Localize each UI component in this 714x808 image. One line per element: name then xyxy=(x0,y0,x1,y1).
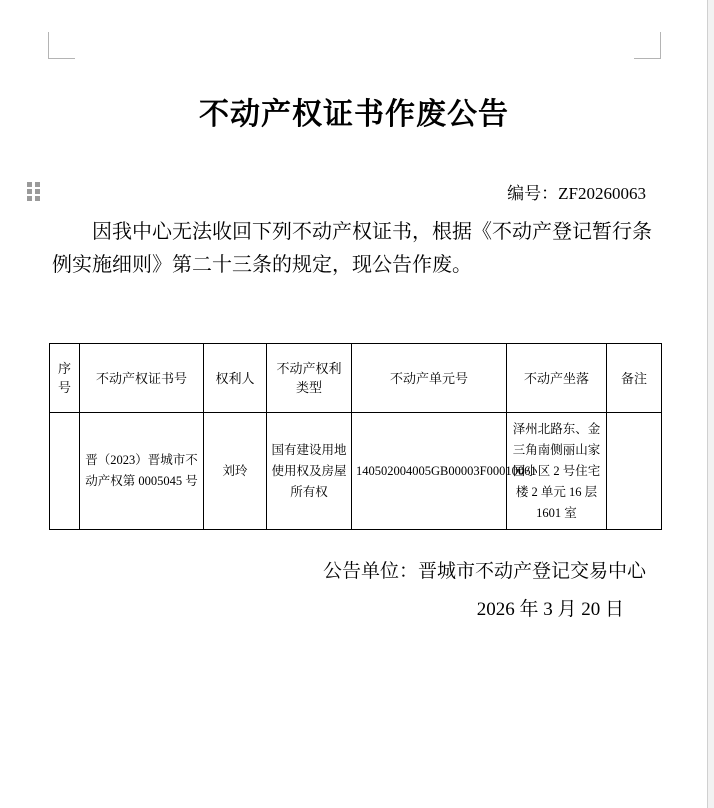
header-location: 不动产坐落 xyxy=(507,344,607,413)
corner-mark-top-right-icon xyxy=(634,32,661,59)
header-owner: 权利人 xyxy=(204,344,267,413)
header-cert-no: 不动产权证书号 xyxy=(80,344,204,413)
header-seq: 序号 xyxy=(50,344,80,413)
body-paragraph: 因我中心无法收回下列不动产权证书，根据《不动产登记暂行条例实施细则》第二十三条的规定，现公告作废。 xyxy=(52,221,652,276)
issue-date: 2026 年 3 月 20 日 xyxy=(476,599,624,620)
corner-mark-top-left-icon xyxy=(48,32,75,59)
page-right-gutter xyxy=(708,0,714,808)
table-header-row xyxy=(50,344,662,413)
header-right-type: 不动产权利类型 xyxy=(267,344,352,413)
cell-remark xyxy=(607,413,662,530)
cell-unit-no: 140502004005GB00003F00010061 xyxy=(352,413,507,530)
cell-location: 泽州北路东、金三角南侧丽山家园小区 2 号住宅楼 2 单元 16 层 1601 室 xyxy=(507,413,607,530)
serial-number-label: 编号： xyxy=(507,184,559,203)
serial-number-value: ZF20260063 xyxy=(558,184,646,203)
table-row xyxy=(50,413,662,530)
cell-seq xyxy=(50,413,80,530)
certificate-table xyxy=(49,343,662,530)
cell-right-type: 国有建设用地使用权及房屋所有权 xyxy=(267,413,352,530)
header-remark: 备注 xyxy=(607,344,662,413)
issuing-organization: 公告单位：晋城市不动产登记交易中心 xyxy=(322,561,646,582)
header-unit-no: 不动产单元号 xyxy=(352,344,507,413)
serial-number-line xyxy=(0,182,708,206)
cell-cert-no: 晋（2023）晋城市不动产权第 0005045 号 xyxy=(80,413,204,530)
cell-owner: 刘玲 xyxy=(204,413,267,530)
page-title: 不动产权证书作废公告 xyxy=(199,98,509,131)
